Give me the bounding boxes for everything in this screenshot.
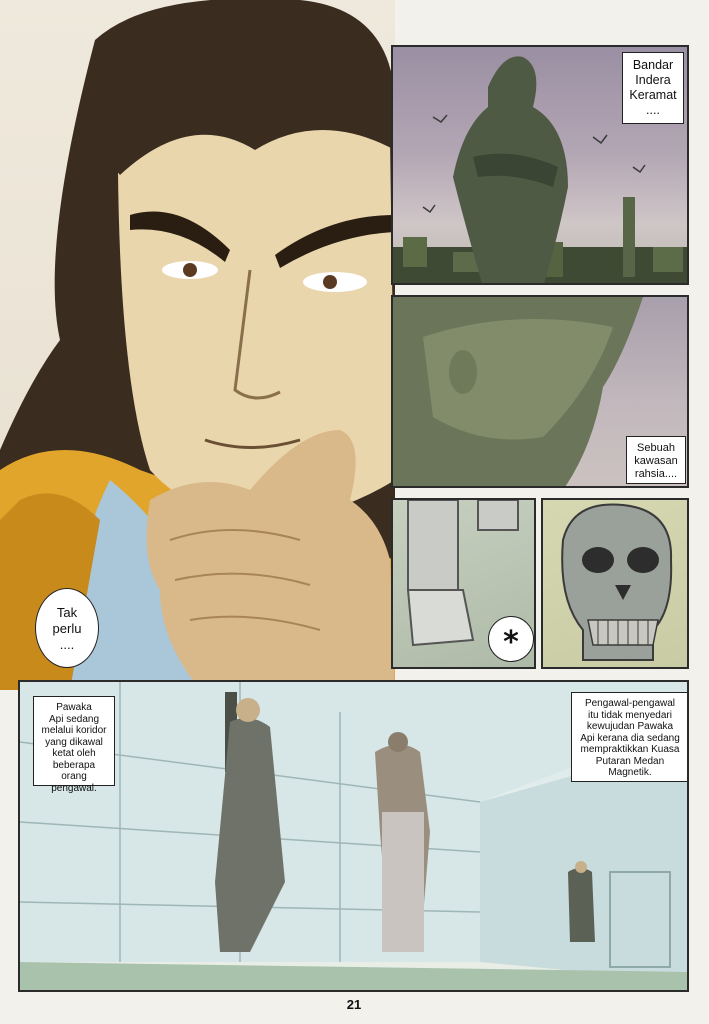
panel-corridor bbox=[18, 680, 689, 992]
panel-city bbox=[391, 45, 689, 285]
speech-bubble-tak-perlu: Tak perlu .... bbox=[35, 588, 99, 668]
page-number: 21 bbox=[346, 997, 362, 1012]
panel-closeup bbox=[391, 295, 689, 488]
panel-skull bbox=[541, 498, 689, 669]
caption-sebuah: Sebuah kawasan rahsia.... bbox=[626, 436, 686, 484]
caption-bandar: Bandar Indera Keramat .... bbox=[622, 52, 684, 124]
panel-boot bbox=[391, 498, 536, 669]
portrait-illustration bbox=[0, 0, 395, 690]
caption-pawaka: Pawaka Api sedang melalui koridor yang dikawal ketat oleh beberapa orang pengawal. bbox=[33, 696, 115, 786]
caption-pengawal: Pengawal-pengawal itu tidak menyedari kewujudan Pawaka Api kerana dia sedang mempraktikkan Kuasa Putaran Medan Magnetik. bbox=[571, 692, 689, 782]
panel-portrait bbox=[0, 0, 395, 690]
star-bubble: * bbox=[488, 616, 534, 662]
skull-illustration bbox=[543, 500, 689, 669]
